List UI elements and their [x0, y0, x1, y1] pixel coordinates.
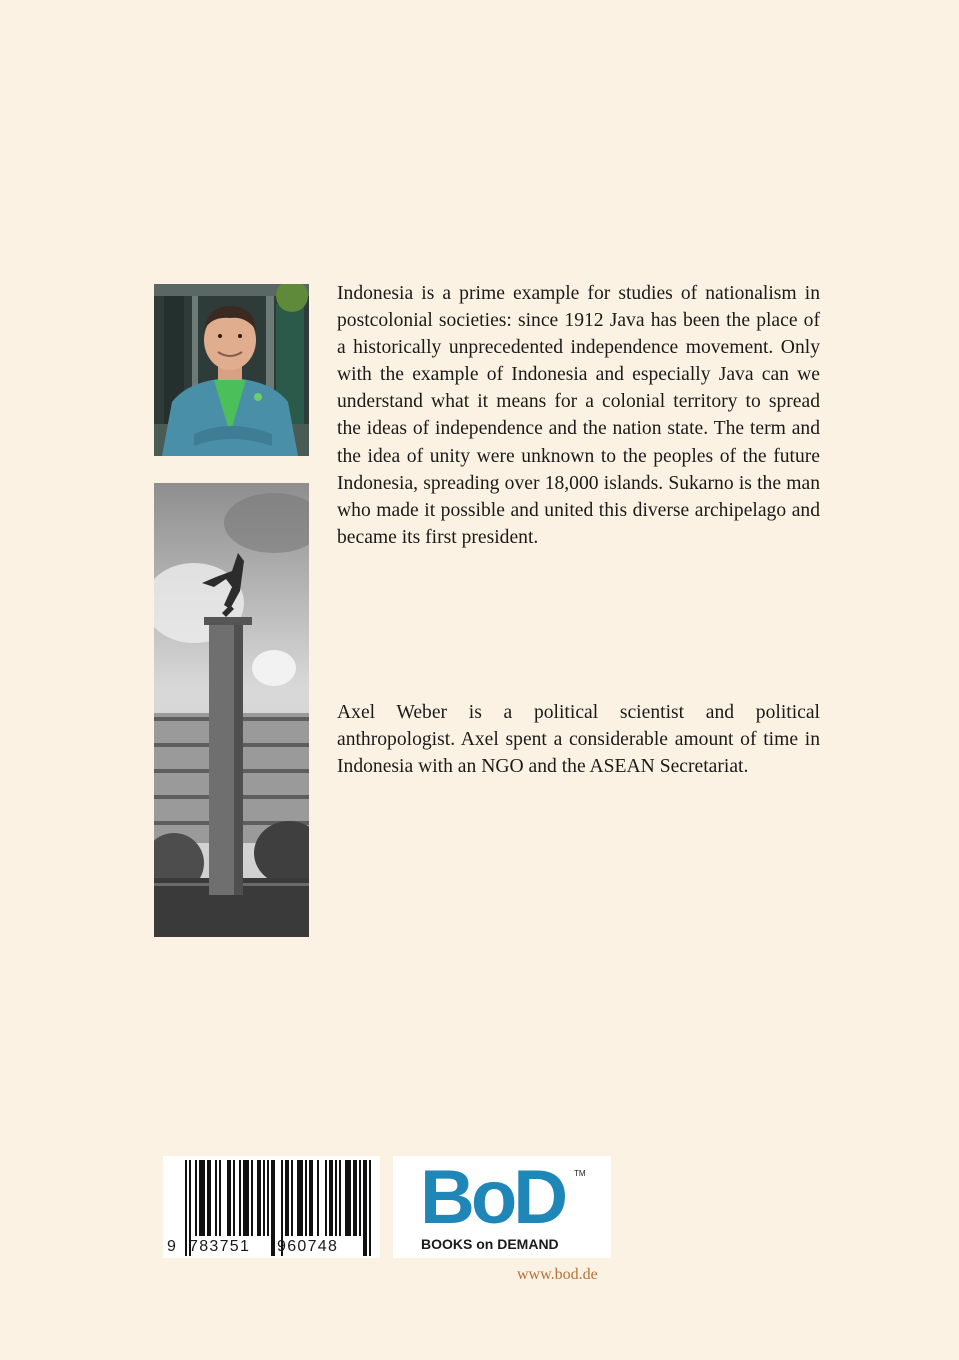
author-bio: Axel Weber is a political scientist and political anthropologist. Axel spent a considerable amount of time in Indonesia with an NGO and the ASEAN Secretariat.	[337, 702, 820, 778]
barcode-lead-digit: 9	[167, 1238, 176, 1255]
monument-photo	[154, 483, 309, 937]
barcode-bar	[369, 1160, 371, 1256]
barcode-bar	[353, 1160, 357, 1236]
trademark-symbol: TM	[574, 1169, 586, 1178]
barcode-bar	[263, 1160, 265, 1236]
barcode-bar	[199, 1160, 205, 1236]
barcode-bar	[285, 1160, 289, 1236]
barcode-bar	[363, 1160, 367, 1256]
monument-image	[154, 483, 309, 937]
barcode-bar	[257, 1160, 261, 1236]
barcode-bar	[305, 1160, 307, 1236]
barcode-digits-left: 783751	[189, 1238, 251, 1255]
barcode-bar	[233, 1160, 235, 1236]
author-photo	[154, 284, 309, 456]
barcode-bar	[195, 1160, 197, 1236]
barcode-bar	[339, 1160, 341, 1236]
barcode-bar	[185, 1160, 187, 1256]
barcode-bar	[297, 1160, 303, 1236]
barcode-bar	[345, 1160, 351, 1236]
bod-tagline: BOOKS on DEMAND	[421, 1236, 559, 1252]
barcode-bar	[215, 1160, 217, 1236]
barcode-bar	[359, 1160, 361, 1236]
barcode-bar	[227, 1160, 231, 1236]
publisher-logo	[393, 1156, 611, 1258]
barcode-bar	[317, 1160, 319, 1236]
author-portrait-image	[154, 284, 309, 456]
barcode-bar	[243, 1160, 249, 1236]
bod-logo-wordmark: BoD	[420, 1155, 565, 1240]
barcode-bar	[329, 1160, 333, 1236]
barcode-bar	[271, 1160, 275, 1256]
barcode-digits-right: 960748	[277, 1238, 339, 1255]
barcode-bar	[309, 1160, 313, 1236]
publisher-website: www.bod.de	[517, 1266, 598, 1283]
barcode-bar	[325, 1160, 327, 1236]
barcode-bar	[291, 1160, 293, 1236]
isbn-barcode	[163, 1156, 380, 1258]
book-description: Indonesia is a prime example for studies of nationalism in postcolonial societies: since 1912 Java has been the place of a historically unprecedented independence movement. Only with the example of Indonesia and especially Java can we understand what it means for a colonial territory to spread the ideas of independence and the nation state. The term and the idea of unity were unknown to the peoples of the future Indonesia, spreading over 18,000 islands. Sukarno is the man who made it possible and united this diverse archipelago and became its first president.	[337, 283, 820, 548]
barcode-bar	[267, 1160, 269, 1236]
barcode-bar	[335, 1160, 337, 1236]
barcode-bar	[239, 1160, 241, 1236]
barcode-bar	[219, 1160, 221, 1236]
barcode-bar	[207, 1160, 211, 1236]
barcode-bar	[251, 1160, 253, 1236]
